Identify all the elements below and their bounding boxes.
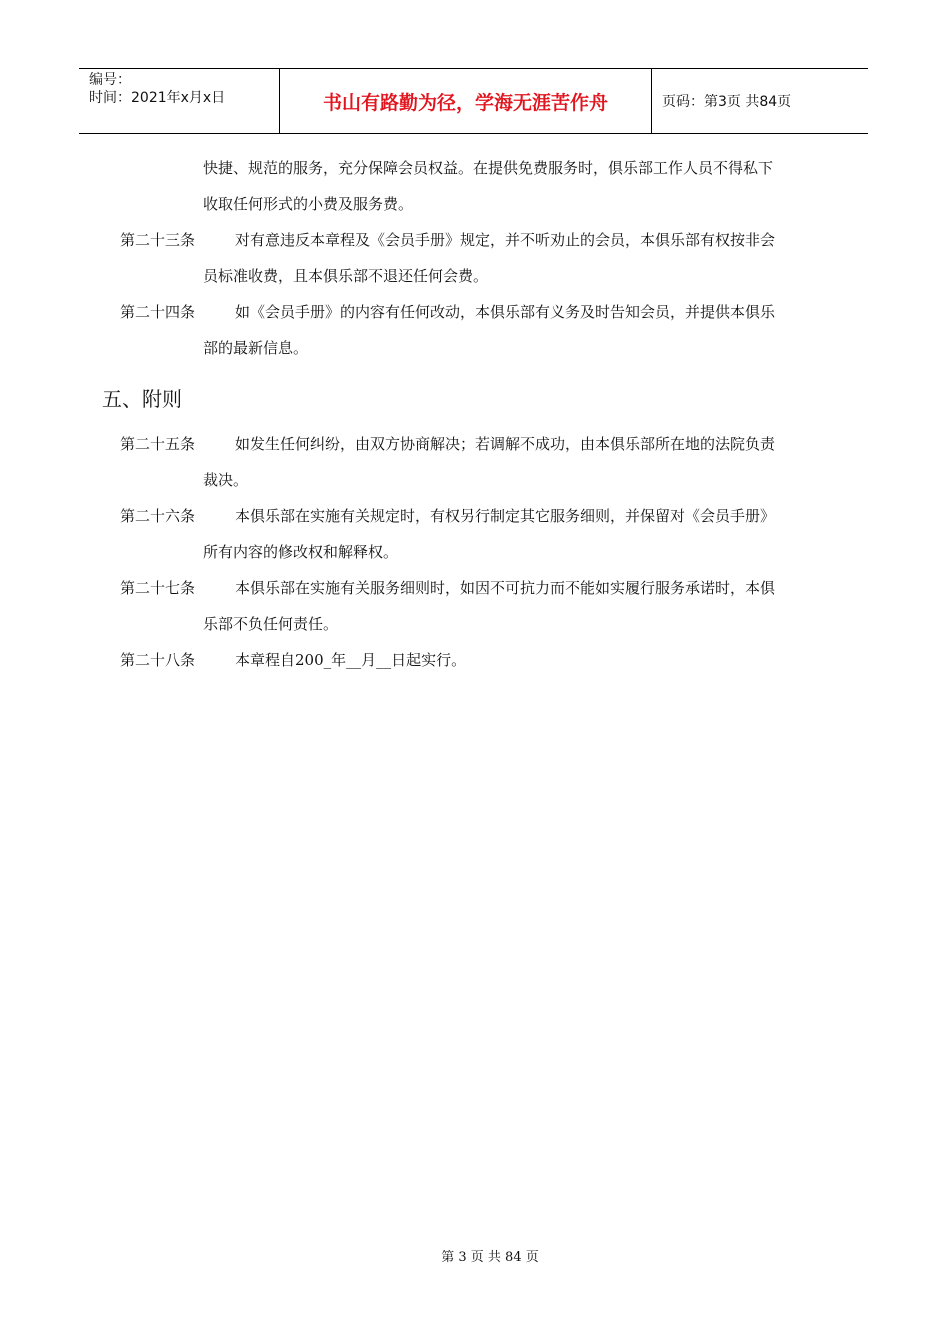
date-label: 时间：2021年x月x日 xyxy=(89,90,226,106)
article-27 xyxy=(0,570,950,642)
article-line: 部的最新信息。 xyxy=(203,339,309,357)
header-motto: 书山有路勤为径，学海无涯苦作舟 xyxy=(280,69,652,133)
article-body xyxy=(235,642,850,678)
article-line: 本俱乐部在实施有关服务细则时，如因不可抗力而不能如实履行服务承诺时，本俱 xyxy=(235,579,776,597)
article-line: 本章程自200_年__月__日起实行。 xyxy=(235,651,467,669)
article-label: 第二十六条 xyxy=(120,507,196,525)
article-line: 如《会员手册》的内容有任何改动，本俱乐部有义务及时告知会员，并提供本俱乐 xyxy=(235,303,776,321)
article-label: 第二十五条 xyxy=(120,435,196,453)
article-body xyxy=(203,498,850,570)
article-body xyxy=(203,222,850,294)
article-line: 对有意违反本章程及《会员手册》规定，并不听劝止的会员，本俱乐部有权按非会 xyxy=(235,231,776,249)
article-line: 本俱乐部在实施有关规定时，有权另行制定其它服务细则，并保留对《会员手册》 xyxy=(235,507,776,525)
article-label: 第二十三条 xyxy=(120,231,196,249)
serial-label: 编号： xyxy=(89,72,131,88)
page-footer: 第 3 页 共 84 页 xyxy=(441,1250,539,1265)
document-body xyxy=(0,150,950,678)
section-heading: 五、附则 xyxy=(102,387,182,411)
header-page-info: 页码：第3页 共84页 xyxy=(662,94,792,110)
article-label: 第二十四条 xyxy=(120,303,196,321)
article-24 xyxy=(0,294,950,366)
article-body xyxy=(203,570,850,642)
article-line: 乐部不负任何责任。 xyxy=(203,615,339,633)
page-header xyxy=(79,68,868,134)
article-label: 第二十七条 xyxy=(120,579,196,597)
article-28 xyxy=(0,642,950,678)
article-line: 如发生任何纠纷，由双方协商解决；若调解不成功，由本俱乐部所在地的法院负责 xyxy=(235,435,776,453)
article-line: 裁决。 xyxy=(203,471,249,489)
article-25 xyxy=(0,426,950,498)
article-line: 员标准收费，且本俱乐部不退还任何会费。 xyxy=(203,267,489,285)
continued-line: 快捷、规范的服务，充分保障会员权益。在提供免费服务时，俱乐部工作人员不得私下 xyxy=(203,159,774,177)
header-meta xyxy=(79,69,280,133)
continued-paragraph xyxy=(0,150,950,222)
article-23 xyxy=(0,222,950,294)
article-body xyxy=(203,426,850,498)
article-line: 所有内容的修改权和解释权。 xyxy=(203,543,399,561)
article-body xyxy=(203,294,850,366)
continued-line: 收取任何形式的小费及服务费。 xyxy=(203,195,414,213)
article-label: 第二十八条 xyxy=(120,651,196,669)
article-26 xyxy=(0,498,950,570)
